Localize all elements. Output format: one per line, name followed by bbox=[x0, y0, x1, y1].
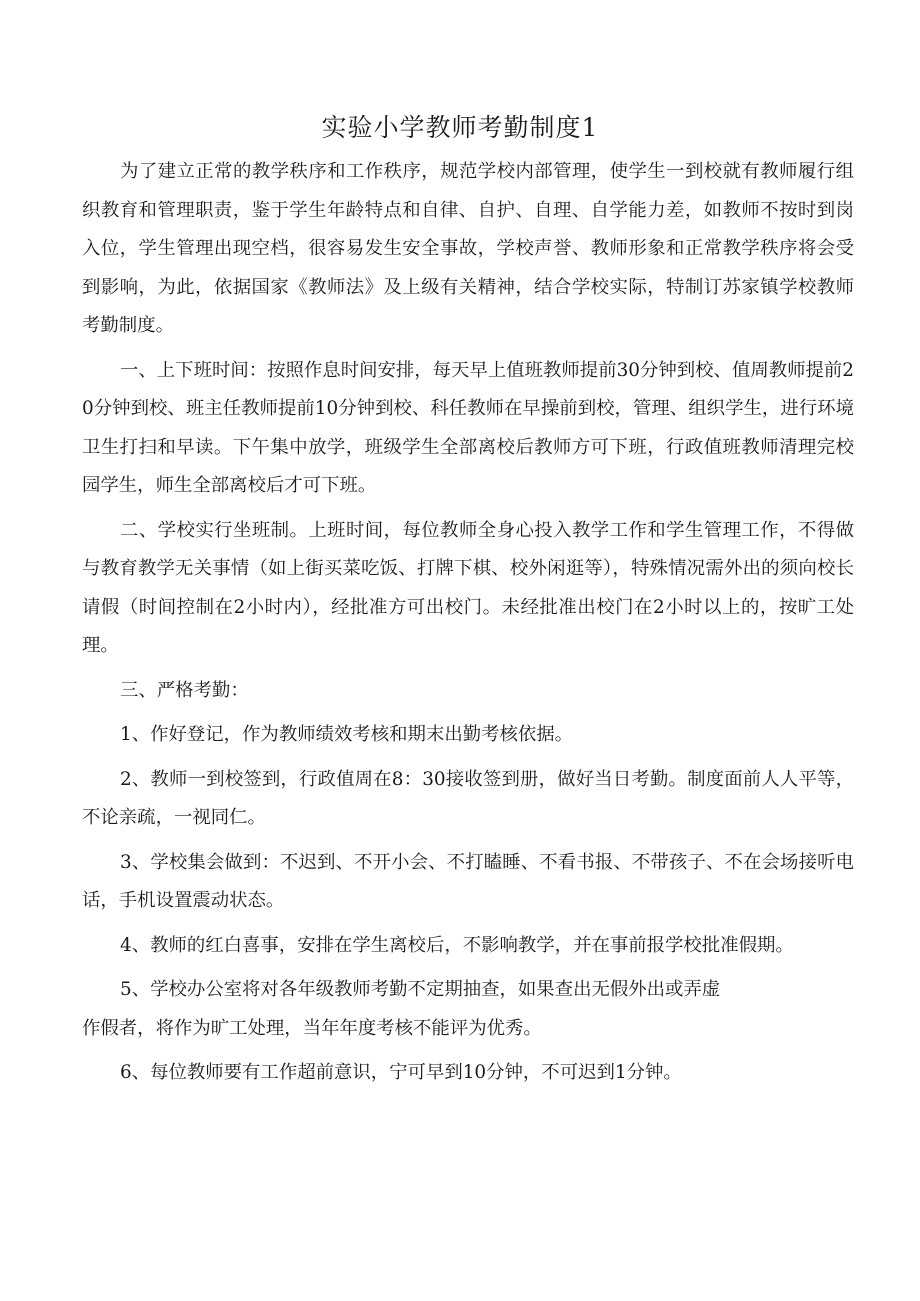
section-3-heading: 三、严格考勤： bbox=[120, 679, 249, 701]
intro-paragraph: 为了建立正常的教学秩序和工作秩序，规范学校内部管理，使学生一到校就有教师履行组织教育和管理职责，鉴于学生年龄特点和自律、自护、自理、自学能力差，如教师不按时到岗入位，学生管理出现空档，很容易发生安全事故，学校声誉、教师形象和正常教学秩序将会受到影响，为此，依据国家《教师法》及上级有关精神，结合学校实际，特制订苏家镇学校教师考勤制度。 bbox=[82, 161, 854, 336]
item-5-line-1: 5、学校办公室将对各年级教师考勤不定期抽查，如果查出无假外出或弄虚 bbox=[120, 979, 721, 1000]
item-5-paragraph bbox=[82, 971, 854, 1048]
document-body bbox=[82, 153, 854, 1093]
item-2-paragraph: 2、教师一到校签到，行政值周在8：30接收签到册，做好当日考勤。制度面前人人平等，不论亲疏，一视同仁。 bbox=[82, 768, 854, 828]
item-4-paragraph: 4、教师的红白喜事，安排在学生离校后，不影响教学，并在事前报学校批准假期。 bbox=[120, 934, 794, 956]
section-1-paragraph: 一、上下班时间：按照作息时间安排，每天早上值班教师提前30分钟到校、值周教师提前20分钟到校、班主任教师提前10分钟到校、科任教师在早操前到校，管理、组织学生，进行环境卫生打扫和早读。下午集中放学，班级学生全部离校后教师方可下班，行政值班教师清理完校园学生，师生全部离校后才可下班。 bbox=[82, 359, 854, 496]
section-2-paragraph: 二、学校实行坐班制。上班时间，每位教师全身心投入教学工作和学生管理工作，不得做与教育教学无关事情（如上街买菜吃饭、打牌下棋、校外闲逛等），特殊情况需外出的须向校长请假（时间控制在2小时内），经批准方可出校门。未经批准出校门在2小时以上的，按旷工处理。 bbox=[82, 519, 854, 656]
item-5-line-2: 作假者，将作为旷工处理，当年年度考核不能评为优秀。 bbox=[82, 1017, 542, 1039]
item-1-paragraph: 1、作好登记，作为教师绩效考核和期末出勤考核依据。 bbox=[120, 724, 574, 745]
item-3-paragraph: 3、学校集会做到：不迟到、不开小会、不打瞌睡、不看书报、不带孩子、不在会场接听电话，手机设置震动状态。 bbox=[82, 851, 854, 911]
document-title: 实验小学教师考勤制度1 bbox=[321, 113, 599, 142]
item-6-paragraph: 6、每位教师要有工作超前意识，宁可早到10分钟，不可迟到1分钟。 bbox=[120, 1062, 682, 1083]
